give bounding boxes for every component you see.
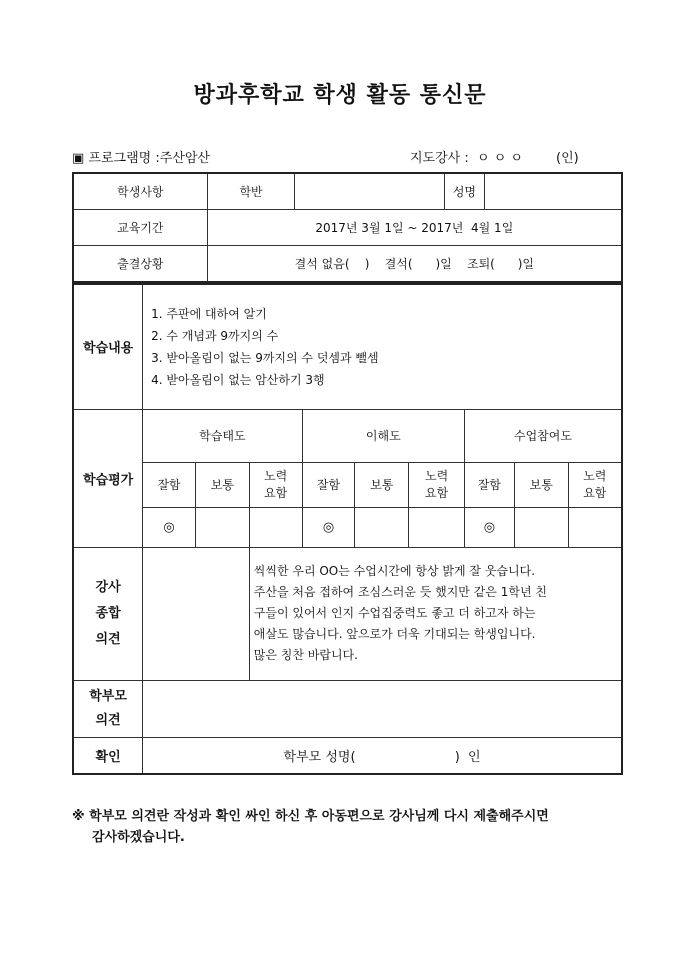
student-info-table (72, 172, 623, 283)
mark-cell (514, 507, 568, 547)
label-line: 학부모 (89, 688, 127, 704)
list-item: 1. 주판에 대하여 알기 (151, 306, 267, 321)
level-needs-effort: 노력 요함 (568, 462, 622, 507)
confirmation-label: 확인 (73, 737, 143, 774)
teacher-comment-blank (143, 547, 250, 680)
comment-line: 애살도 많습니다. 앞으로가 더욱 기대되는 학생입니다. (253, 627, 536, 641)
teacher-comment-text (249, 547, 622, 680)
mark-cell: ◎ (302, 507, 355, 547)
level-good: 잘함 (143, 462, 196, 507)
activity-table (72, 283, 623, 775)
class-label: 학반 (207, 173, 295, 210)
level-average: 보통 (355, 462, 409, 507)
mark-cell (568, 507, 622, 547)
level-good: 잘함 (464, 462, 514, 507)
category-understanding: 이해도 (302, 409, 464, 462)
mark-cell (195, 507, 249, 547)
comment-line: 많은 칭찬 바랍니다. (253, 648, 358, 662)
parent-comment-field[interactable] (143, 680, 622, 737)
footer-note-line: 감사하겠습니다. (92, 830, 185, 845)
parent-signature-field[interactable]: 학부모 성명( ) 인 (143, 737, 622, 774)
level-good: 잘함 (302, 462, 355, 507)
list-item: 3. 받아올림이 없는 9까지의 수 덧셈과 뺄셈 (151, 350, 379, 365)
level-needs-effort: 노력 요함 (249, 462, 302, 507)
list-item: 2. 수 개념과 9까지의 수 (151, 328, 279, 343)
footer-note-line: ※ 학부모 의견란 작성과 확인 싸인 하신 후 아동편으로 강사님께 다시 제출해주시면 (72, 809, 549, 824)
mark-cell (409, 507, 465, 547)
label-line: 의견 (95, 712, 121, 728)
content-label: 학습내용 (73, 284, 143, 409)
list-item: 4. 받아올림이 없는 암산하기 3행 (151, 372, 325, 387)
student-info-label: 학생사항 (73, 173, 207, 210)
comment-line: 씩씩한 우리 OO는 수업시간에 항상 밝게 잘 웃습니다. (253, 564, 536, 578)
class-value (295, 173, 445, 210)
footer-note (72, 806, 632, 848)
name-label: 성명 (444, 173, 484, 210)
evaluation-label: 학습평가 (73, 409, 143, 547)
instructor-name: 지도강사 : ㅇ ㅇ ㅇ (인) (410, 151, 579, 166)
level-average: 보통 (195, 462, 249, 507)
level-needs-effort: 노력 요함 (409, 462, 465, 507)
mark-cell (249, 507, 302, 547)
teacher-comment-label (73, 547, 143, 680)
header-info (72, 147, 624, 167)
mark-cell: ◎ (464, 507, 514, 547)
label-line: 종합 (95, 605, 121, 621)
mark-cell (355, 507, 409, 547)
category-participation: 수업참여도 (464, 409, 622, 462)
comment-line: 주산을 처음 접하여 조심스러운 듯 했지만 같은 1학년 친 (253, 585, 547, 599)
period-label: 교육기간 (73, 210, 207, 246)
attendance-label: 출결상황 (73, 246, 207, 283)
content-list (143, 284, 622, 409)
page-title: 방과후학교 학생 활동 통신문 (193, 83, 487, 108)
category-attitude: 학습태도 (143, 409, 302, 462)
mark-cell: ◎ (143, 507, 196, 547)
label-line: 강사 (95, 579, 121, 595)
period-value: 2017년 3월 1일 ~ 2017년 4월 1일 (207, 210, 622, 246)
program-name: ▣ 프로그램명 :주산암산 (72, 151, 210, 166)
parent-comment-label (73, 680, 143, 737)
name-value (484, 173, 622, 210)
label-line: 의견 (95, 631, 121, 647)
comment-line: 구들이 있어서 인지 수업집중력도 좋고 더 하고자 하는 (253, 606, 536, 620)
attendance-value: 결석 없음( ) 결석( )일 조퇴( )일 (207, 246, 622, 283)
level-average: 보통 (514, 462, 568, 507)
